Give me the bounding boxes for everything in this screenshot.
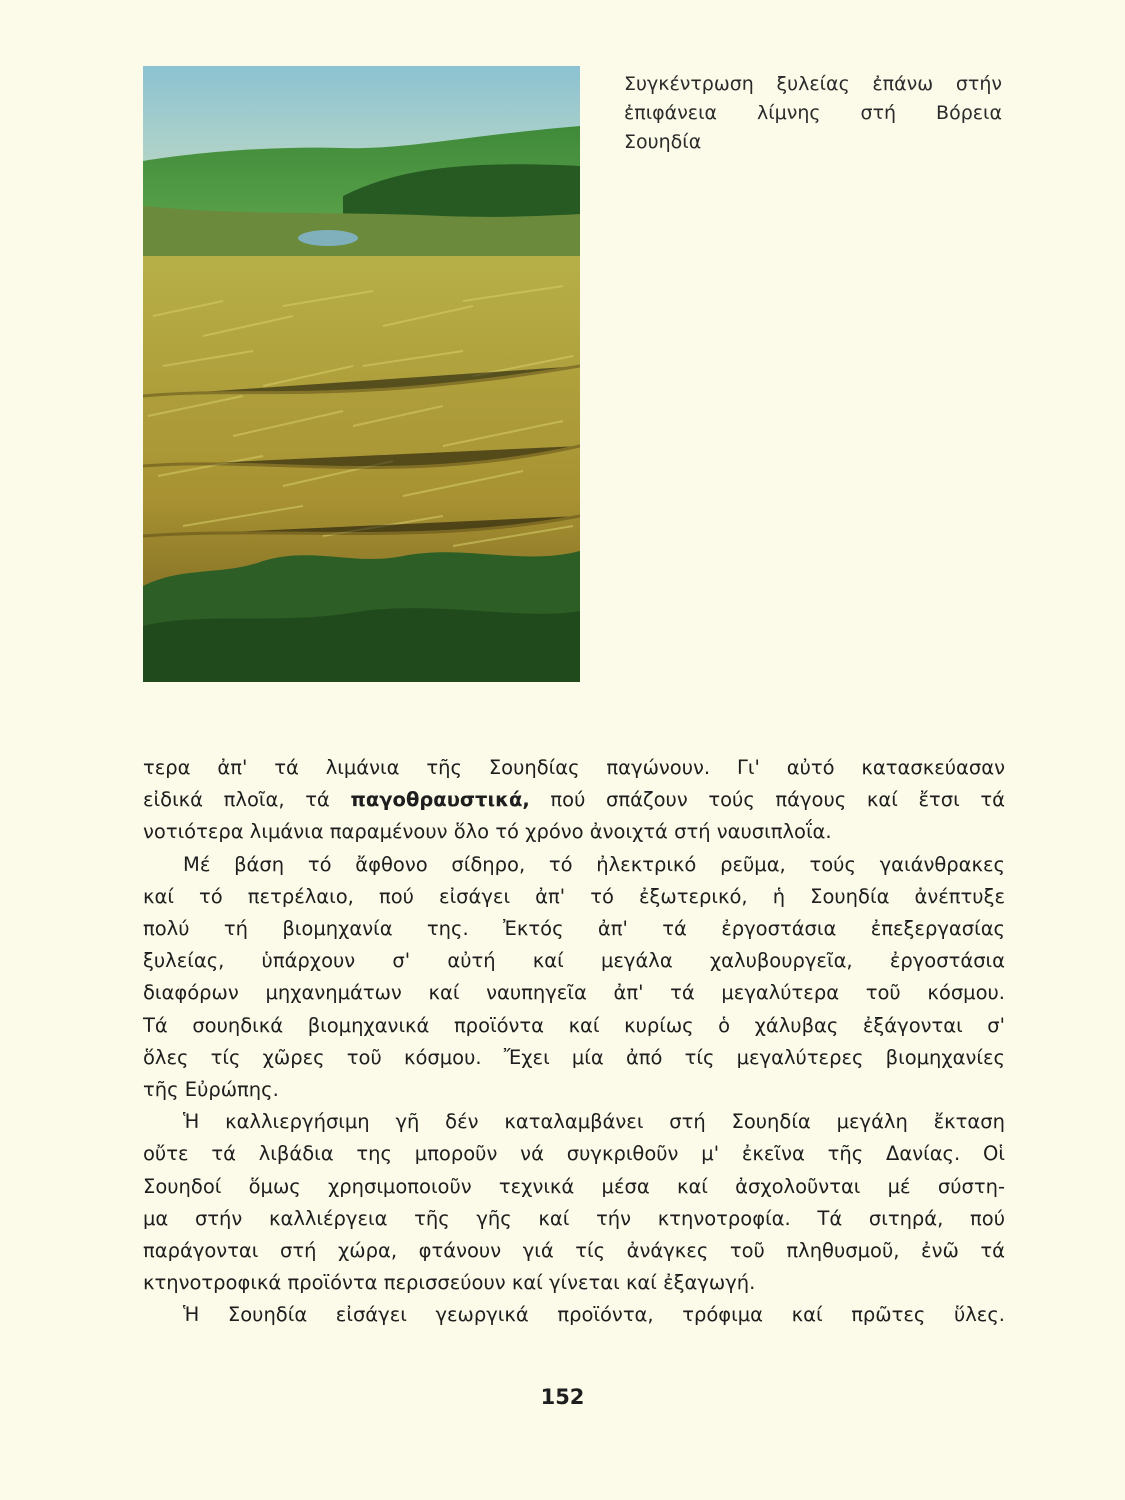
text-line: παράγονται στή χώρα, φτάνουν γιά τίς ἀνάγκες τοῦ πληθυσμοῦ, ἐνῶ τά [143, 1239, 1005, 1263]
text-fragment: πού σπάζουν τούς πάγους καί ἔτσι τά [529, 788, 1005, 812]
caption-line: ἐπιφάνεια λίμνης στή Βόρεια [624, 102, 1002, 124]
text-line: Σουηδοί ὅμως χρησιμοποιοῦν τεχνικά μέσα καί ἀσχολοῦνται μέ σύστη- [143, 1174, 1005, 1198]
page-number: 152 [540, 1385, 585, 1409]
paragraph-start: Μέ βάση τό ἄφθονο σίδηρο, τό ἠλεκτρικό ρεῦμα, τούς γαιάνθρακες [183, 852, 1005, 876]
text-line: ξυλείας, ὑπάρχουν σ' αὐτή καί μεγάλα χαλυβουργεῖα, ἐργοστάσια [143, 949, 1005, 973]
paragraph-start: Ἡ Σουηδία εἰσάγει γεωργικά προϊόντα, τρόφιμα καί πρῶτες ὕλες. [183, 1303, 1005, 1327]
text-line-with-term [143, 784, 1005, 816]
bold-term: παγοθραυστικά, [350, 788, 530, 812]
text-line: τῆς Εὐρώπης. [143, 1078, 279, 1102]
text-line: νοτιότερα λιμάνια παραμένουν ὅλο τό χρόνο ἀνοιχτά στή ναυσιπλοΐα. [143, 820, 832, 844]
text-line: κτηνοτροφικά προϊόντα περισσεύουν καί γίνεται καί ἐξαγωγή. [143, 1271, 756, 1295]
photo-caption [624, 70, 1002, 157]
paragraph-start: Ἡ καλλιεργήσιμη γῆ δέν καταλαμβάνει στή Σουηδία μεγάλη ἔκταση [183, 1110, 1005, 1134]
text-line: καί τό πετρέλαιο, πού εἰσάγει ἀπ' τό ἐξωτερικό, ἡ Σουηδία ἀνέπτυξε [143, 884, 1005, 908]
text-line: πολύ τή βιομηχανία της. Ἐκτός ἀπ' τά ἐργοστάσια ἐπεξεργασίας [143, 917, 1005, 941]
text-fragment: εἰδικά πλοῖα, τά [143, 788, 351, 812]
lake-logs-photo [143, 66, 580, 682]
text-line: τερα ἀπ' τά λιμάνια τῆς Σουηδίας παγώνουν. Γι' αὐτό κατασκεύασαν [143, 756, 1005, 779]
text-line: οὔτε τά λιβάδια της μποροῦν νά συγκριθοῦν μ' ἐκεῖνα τῆς Δανίας. Οἱ [143, 1142, 1005, 1166]
body-text [143, 752, 1005, 1332]
text-line: Τά σουηδικά βιομηχανικά προϊόντα καί κυρίως ὁ χάλυβας ἐξάγονται σ' [143, 1013, 1005, 1037]
text-line: ὅλες τίς χῶρες τοῦ κόσμου. Ἔχει μία ἀπό τίς μεγαλύτερες βιομηχανίες [143, 1045, 1005, 1069]
text-line: διαφόρων μηχανημάτων καί ναυπηγεῖα ἀπ' τά μεγαλύτερα τοῦ κόσμου. [143, 981, 1005, 1005]
caption-line: Συγκέντρωση ξυλείας ἐπάνω στήν [624, 73, 1002, 95]
text-line: μα στήν καλλιέργεια τῆς γῆς καί τήν κτηνοτροφία. Τά σιτηρά, πού [143, 1206, 1005, 1230]
caption-line: Σουηδία [624, 131, 702, 153]
